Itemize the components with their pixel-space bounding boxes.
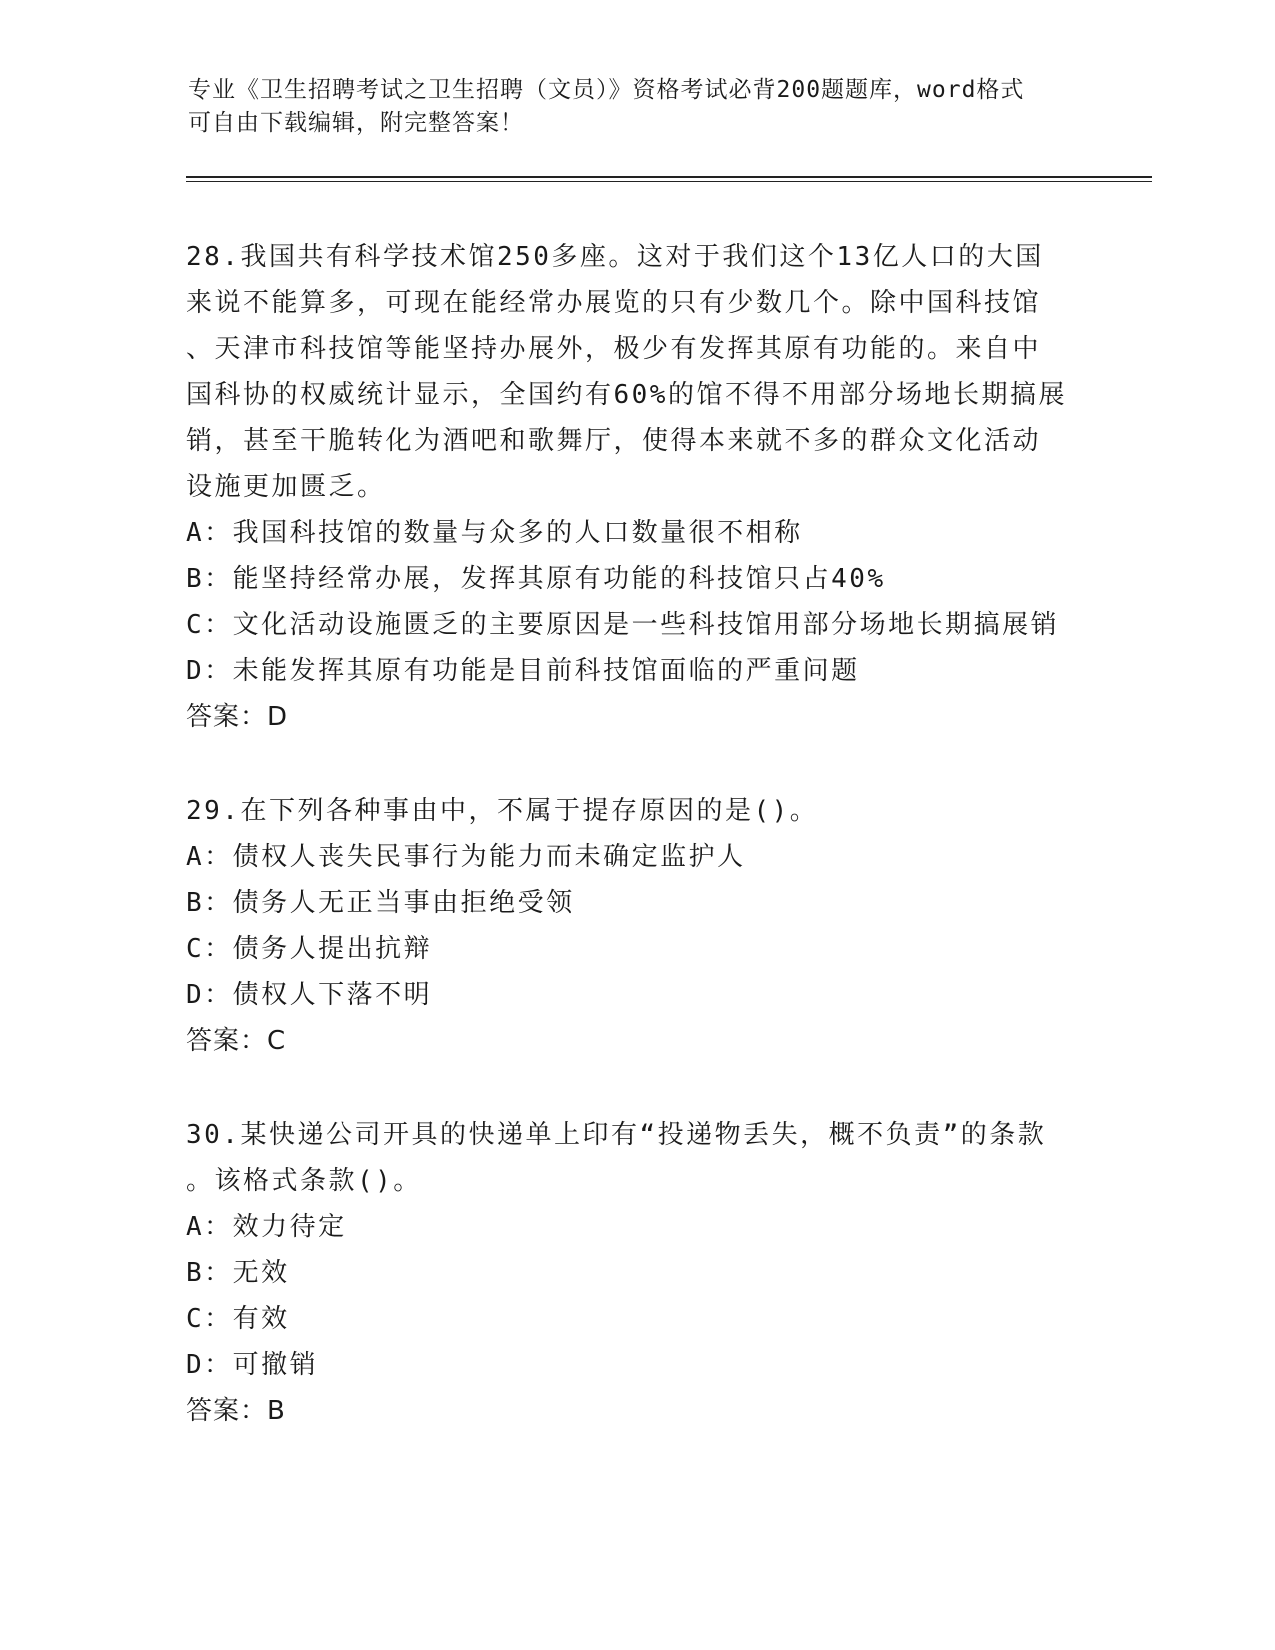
answer-line: 答案：C <box>186 1026 287 1056</box>
question-stem-line: 销，甚至干脆转化为酒吧和歌舞厅，使得本来就不多的群众文化活动 <box>186 426 1042 456</box>
option-c: C：债务人提出抗辩 <box>186 934 433 964</box>
option-b: B：无效 <box>186 1258 290 1288</box>
option-d: D：债权人下落不明 <box>186 980 433 1010</box>
question-stem-line: 29.在下列各种事由中，不属于提存原因的是()。 <box>186 796 819 826</box>
question-stem-line: 国科协的权威统计显示，全国约有60%的馆不得不用部分场地长期搞展 <box>186 380 1067 410</box>
option-b: B：债务人无正当事由拒绝受领 <box>186 888 575 918</box>
question-30 <box>186 1112 1086 1434</box>
option-d: D：可撤销 <box>186 1350 319 1380</box>
question-stem-line: 28.我国共有科学技术馆250多座。这对于我们这个13亿人口的大国 <box>186 242 1044 272</box>
option-a: A：我国科技馆的数量与众多的人口数量很不相称 <box>186 518 803 548</box>
option-a: A：效力待定 <box>186 1212 347 1242</box>
option-c: C：有效 <box>186 1304 290 1334</box>
question-list <box>186 234 1086 1482</box>
option-a: A：债权人丧失民事行为能力而未确定监护人 <box>186 842 746 872</box>
option-d: D：未能发挥其原有功能是目前科技馆面临的严重问题 <box>186 656 860 686</box>
header-divider <box>186 176 1152 182</box>
question-stem-line: 来说不能算多，可现在能经常办展览的只有少数几个。除中国科技馆 <box>186 288 1042 318</box>
question-29 <box>186 788 1086 1064</box>
answer-line: 答案：D <box>186 702 289 732</box>
document-header <box>188 74 1068 140</box>
header-line: 可自由下载编辑，附完整答案！ <box>188 110 524 136</box>
option-c: C：文化活动设施匮乏的主要原因是一些科技馆用部分场地长期搞展销 <box>186 610 1060 640</box>
option-b: B：能坚持经常办展，发挥其原有功能的科技馆只占40% <box>186 564 886 594</box>
question-stem-line: 。该格式条款()。 <box>186 1166 422 1196</box>
question-stem-line: 设施更加匮乏。 <box>186 472 386 502</box>
question-stem-line: 、天津市科技馆等能坚持办展外，极少有发挥其原有功能的。来自中 <box>186 334 1042 364</box>
answer-line: 答案：B <box>186 1396 286 1426</box>
question-stem-line: 30.某快递公司开具的快递单上印有“投递物丢失，概不负责”的条款 <box>186 1120 1047 1150</box>
header-line: 专业《卫生招聘考试之卫生招聘（文员）》资格考试必背200题题库，word格式 <box>188 77 1025 103</box>
question-28 <box>186 234 1086 740</box>
